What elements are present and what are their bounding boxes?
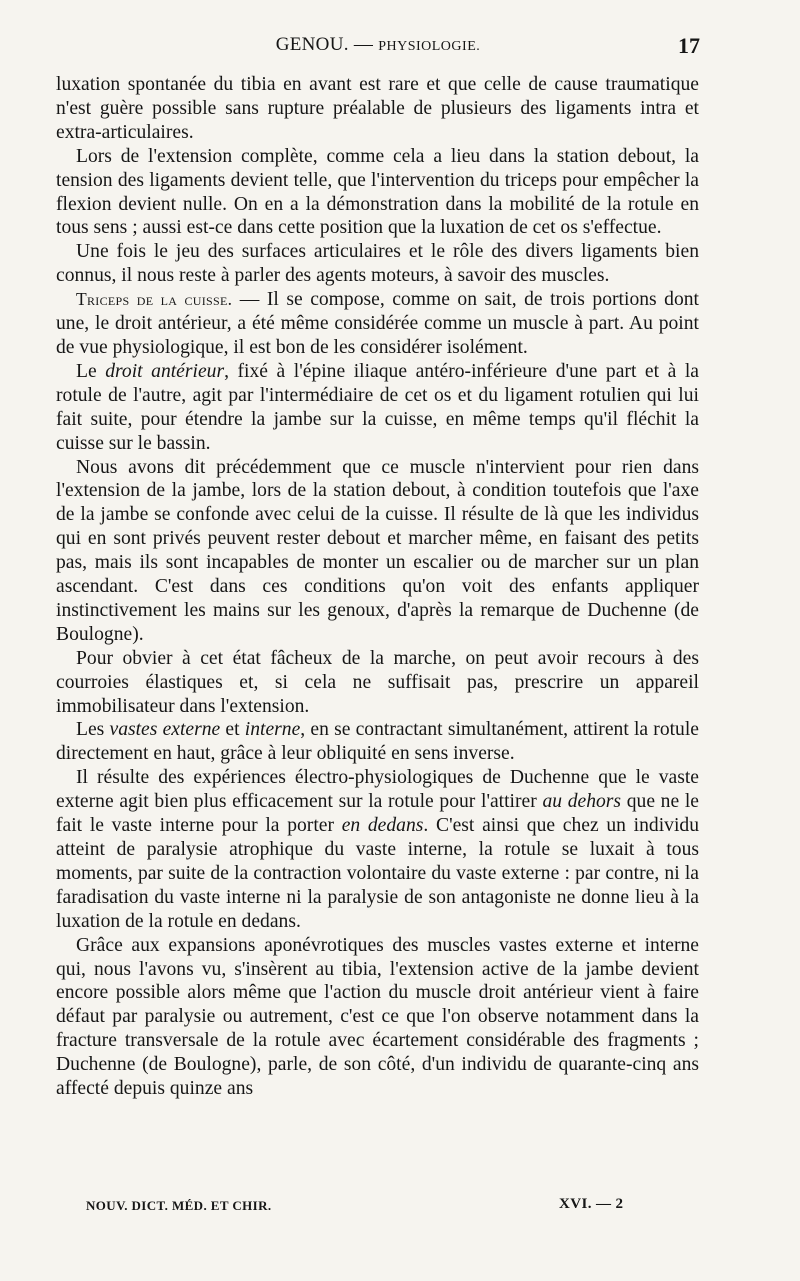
paragraph <box>56 360 699 456</box>
paragraph: Lors de l'extension complète, comme cela a lieu dans la station debout, la tension des ligaments devient telle, que l'intervention du triceps pour empêcher la flexion devient nulle. On en a la démonstration dans la mobilité de la rotule en tous sens ; aussi est-ce dans cette position que la luxation de cet os s'effectue. <box>56 145 699 239</box>
running-title-sub: PHYSIOLOGIE. <box>378 39 481 54</box>
italic-term: interne <box>244 719 301 741</box>
page-number: 17 <box>678 33 700 58</box>
footer-source: NOUV. DICT. MÉD. ET CHIR. <box>86 1198 272 1213</box>
paragraph <box>56 718 699 766</box>
paragraph-text: que ne le fait le vaste interne pour la porter <box>56 791 699 837</box>
body-text <box>56 73 699 1101</box>
section-heading: Triceps de la cuisse. <box>76 289 233 310</box>
paragraph <box>56 288 699 360</box>
italic-term: en dedans <box>341 815 424 837</box>
paragraph-text: — Il se compose, comme on sait, de trois portions dont une, le droit antérieur, a été même considérée comme un muscle à part. Au point de vue physiologique, il est bon de les considérer isolément. <box>56 289 699 358</box>
paragraph-text: et <box>220 719 245 741</box>
paragraph: Pour obvier à cet état fâcheux de la marche, on peut avoir recours à des courroies élastiques et, si cela ne suffisait pas, prescrire un appareil immobilisateur dans l'extension. <box>56 647 699 717</box>
paragraph: Nous avons dit précédemment que ce muscle n'intervient pour rien dans l'extension de la jambe, lors de la station debout, à condition toutefois que l'axe de la jambe se confonde avec celui de la cuisse. Il résulte de là que les individus qui en sont privés peuvent rester debout et marcher même, en faisant des petits pas, mais ils sont incapables de monter un escalier ou de marcher sur un plan ascendant. C'est dans ces conditions qu'on voit des enfants appliquer instinctivement les mains sur les genoux, d'après la remarque de Duchenne (de Boulogne). <box>56 456 699 645</box>
paragraph-text: Les <box>76 719 110 741</box>
paragraph <box>56 766 699 933</box>
paragraph-text: , fixé à l'épine iliaque antéro-inférieure d'une part et à la rotule de l'autre, agit par l'intermédiaire de cet os et du ligament rotulien qui lui fait suite, pour étendre la jambe sur la cuisse, en même temps qu'il fléchit la cuisse sur le bassin. <box>56 360 699 454</box>
page-footer <box>56 1196 699 1218</box>
italic-term: droit antérieur <box>105 360 225 382</box>
running-title <box>56 34 700 56</box>
paragraph-text: . C'est ainsi que chez un individu atteint de paralysie atrophique du vaste interne, la rotule se luxait à tous moments, par suite de la contraction volontaire du vaste externe : par contre, ni la faradisation du vaste interne ni la paralysie de son antagoniste ne donne lieu à la luxation de la rotule en dedans. <box>56 815 699 932</box>
running-title-dash: — <box>348 34 379 55</box>
running-title-main: GENOU. <box>275 34 349 55</box>
paragraph-text: Le <box>76 360 106 382</box>
italic-term: vastes externe <box>109 719 221 741</box>
paragraph: Grâce aux expansions aponévrotiques des muscles vastes externe et interne qui, nous l'avons vu, s'insèrent au tibia, l'extension active de la jambe devient encore possible alors même que l'action du muscle droit antérieur vient à faire défaut par paralysie ou autrement, c'est ce que l'on observe notamment dans la fracture transversale de la rotule avec écartement considérable des fragments ; Duchenne (de Boulogne), parle, de son côté, d'un individu de quarante-cinq ans affecté depuis quinze ans <box>56 934 699 1100</box>
paragraph: luxation spontanée du tibia en avant est rare et que celle de cause traumatique n'est guère possible sans rupture préalable de plusieurs des ligaments intra et extra-articulaires. <box>56 74 699 143</box>
paragraph-text: Il résulte des expériences électro-physiologiques de Duchenne que le vaste externe agit bien plus efficacement sur la rotule pour l'attirer <box>56 767 699 813</box>
paragraph-text: , en se contractant simultanément, attirent la rotule directement en haut, grâce à leur obliquité en sens inverse. <box>56 719 699 765</box>
page-header <box>56 34 700 62</box>
footer-signature: XVI. — 2 <box>559 1196 624 1212</box>
italic-term: au dehors <box>542 791 622 813</box>
paragraph: Une fois le jeu des surfaces articulaires et le rôle des divers ligaments bien connus, il nous reste à parler des agents moteurs, à savoir des muscles. <box>56 241 699 287</box>
